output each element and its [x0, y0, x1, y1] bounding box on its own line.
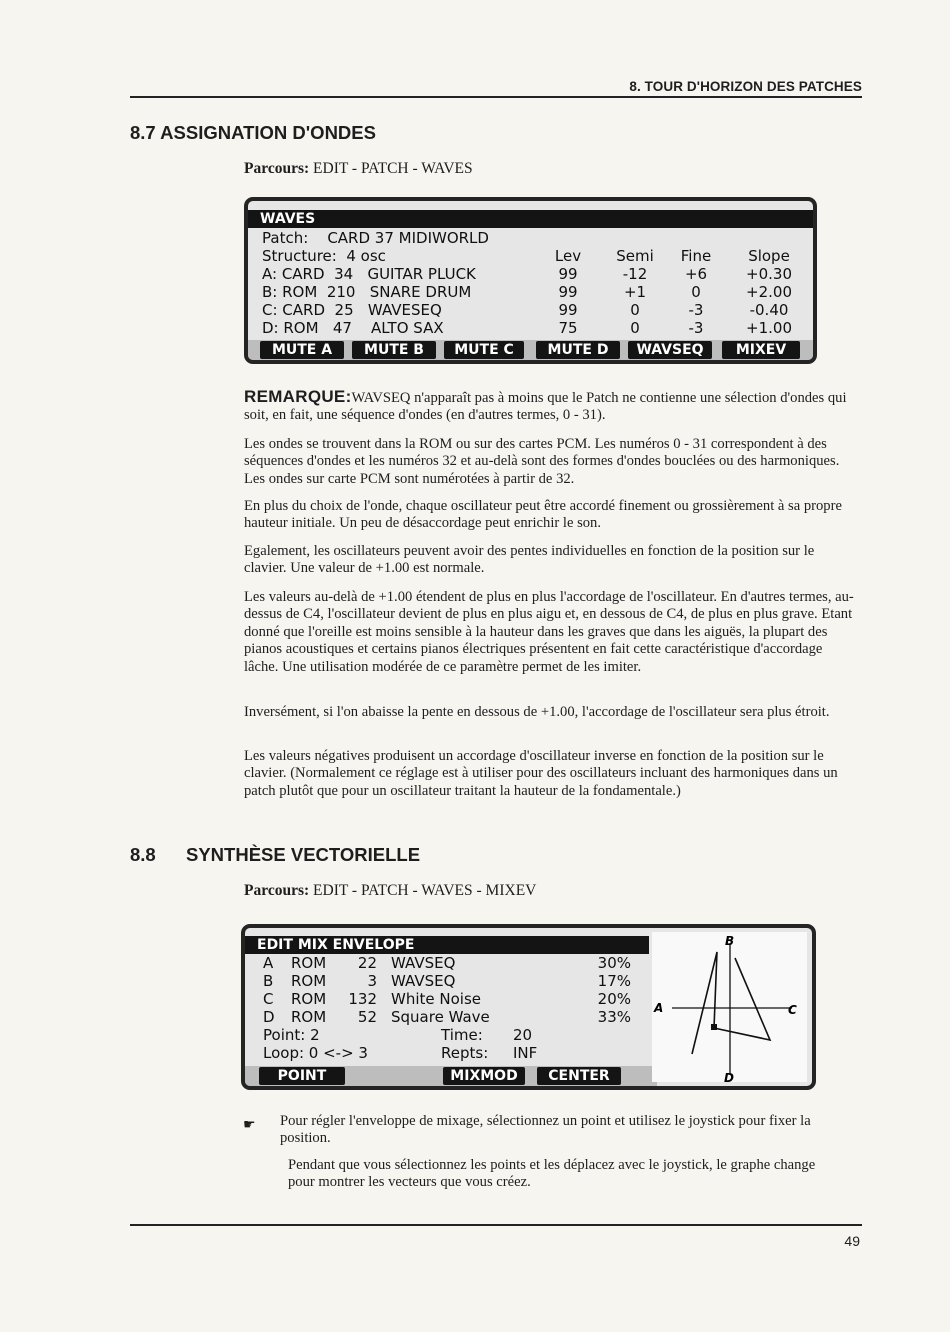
selected-point-marker[interactable]: [711, 1024, 717, 1030]
center-softkey[interactable]: CENTER: [537, 1067, 621, 1085]
osc-row-slope: +1.00: [746, 319, 792, 337]
mix-row-num: 52: [357, 1008, 377, 1026]
mute-b-softkey[interactable]: MUTE B: [352, 341, 436, 359]
vector-envelope-graph: [652, 932, 807, 1082]
mix-row-wave: WAVSEQ: [391, 972, 456, 990]
col-header-fine: Fine: [680, 247, 712, 265]
mix-row-num: 132: [348, 990, 377, 1008]
envelope-path: [692, 952, 770, 1054]
osc-row-lev: 99: [558, 283, 578, 301]
osc-row-slope: +2.00: [746, 283, 792, 301]
mix-row-wave: Square Wave: [391, 1008, 490, 1026]
axis-label-left: A: [654, 1001, 664, 1015]
time-label: Time:: [441, 1026, 483, 1044]
navigation-path: [244, 882, 536, 900]
osc-row-lev: 99: [558, 265, 578, 283]
osc-row-fine: -3: [688, 319, 704, 337]
navigation-path: [244, 160, 473, 178]
remarque-paragraph: [244, 388, 860, 425]
body-paragraph: Les ondes se trouvent dans la ROM ou sur des cartes PCM. Les numéros 0 - 31 correspondent à des séquences d'ondes et les numéros 32 et au-delà sont des formes d'ondes bouclées ou des harmoniques. Les ondes sur carte PCM sont numérotées à partir de 32.: [244, 436, 840, 487]
osc-row-semi: 0: [630, 301, 640, 319]
osc-row-semi: 0: [630, 319, 640, 337]
mute-d-softkey[interactable]: MUTE D: [536, 341, 620, 359]
osc-row-semi: +1: [623, 283, 647, 301]
waves-lcd-screen: [244, 197, 817, 364]
mix-row-src: ROM: [291, 1008, 327, 1026]
axis-label-bottom: D: [724, 1071, 734, 1082]
mixmod-softkey[interactable]: MIXMOD: [443, 1067, 525, 1085]
mix-row-pct: 20%: [597, 990, 631, 1008]
path-value: EDIT - PATCH - WAVES - MIXEV: [313, 882, 537, 899]
osc-row-fine: 0: [691, 283, 701, 301]
osc-row-lev: 99: [558, 301, 578, 319]
bullet-subtext: Pendant que vous sélectionnez les points et les déplacez avec le joystick, le graphe change pour montrer les vecteurs que vous créez.: [288, 1157, 816, 1191]
col-header-lev: Lev: [554, 247, 582, 265]
osc-row-name: B: ROM 210 SNARE DRUM: [262, 283, 472, 301]
mute-a-softkey[interactable]: MUTE A: [260, 341, 344, 359]
col-header-slope: Slope: [748, 247, 790, 265]
mute-c-softkey[interactable]: MUTE C: [444, 341, 524, 359]
osc-row-name: D: ROM 47 ALTO SAX: [262, 319, 444, 337]
body-paragraph: Les valeurs négatives produisent un accordage d'oscillateur inverse en fonction de la position sur le clavier. (Normalement ce réglage est à utiliser pour des oscillateurs incluant des harmoniques dans un patch plutôt que pour un oscillateur traitant la hauteur de la fondamentale.): [244, 748, 838, 799]
mix-row-pct: 17%: [597, 972, 631, 990]
mix-row-num: 3: [367, 972, 377, 990]
point-softkey[interactable]: POINT: [259, 1067, 345, 1085]
osc-row-fine: +6: [684, 265, 708, 283]
body-paragraph: Egalement, les oscillateurs peuvent avoir des pentes individuelles en fonction de la position sur le clavier. Une valeur de +1.00 est normale.: [244, 543, 815, 577]
path-label: Parcours:: [244, 160, 310, 177]
bullet-text: Pour régler l'enveloppe de mixage, sélectionnez un point et utilisez le joystick pour fixer la position.: [280, 1113, 811, 1147]
wavseq-softkey[interactable]: WAVSEQ: [628, 341, 712, 359]
osc-row-slope: -0.40: [749, 301, 789, 319]
point-line: Point: 2: [263, 1026, 320, 1044]
structure-line: Structure: 4 osc: [262, 247, 386, 265]
mix-row-pct: 33%: [597, 1008, 631, 1026]
mix-row-src: ROM: [291, 972, 327, 990]
osc-row-fine: -3: [688, 301, 704, 319]
osc-row-name: A: CARD 34 GUITAR PLUCK: [262, 265, 476, 283]
mix-row-pct: 30%: [597, 954, 631, 972]
osc-row-slope: +0.30: [746, 265, 792, 283]
header-rule: [130, 96, 862, 98]
footer-rule: [130, 1224, 862, 1226]
axis-label-right: C: [788, 1003, 797, 1017]
mixev-softkey[interactable]: MIXEV: [722, 341, 800, 359]
waves-screen-title: WAVES: [248, 210, 813, 228]
section-title-8-7: 8.7 ASSIGNATION D'ONDES: [130, 122, 376, 143]
mix-row-slot: D: [263, 1008, 275, 1026]
mix-row-wave: White Noise: [391, 990, 481, 1008]
repts-label: Repts:: [441, 1044, 489, 1062]
osc-row-lev: 75: [558, 319, 578, 337]
mix-screen-title: EDIT MIX ENVELOPE: [245, 936, 649, 954]
mix-row-slot: C: [263, 990, 274, 1008]
mix-row-num: 22: [357, 954, 377, 972]
body-paragraph: Inversément, si l'on abaisse la pente en dessous de +1.00, l'accordage de l'oscillateur sera plus étroit.: [244, 704, 830, 720]
pointing-hand-icon: ☛: [243, 1118, 256, 1133]
body-paragraph: En plus du choix de l'onde, chaque oscillateur peut être accordé finement ou grossièrement à sa propre hauteur initiale. Un peu de désaccordage peut enrichir le son.: [244, 498, 842, 532]
remarque-text: WAVSEQ n'apparaît pas à moins que le Patch ne contienne une sélection d'ondes qui soit, en fait, une séquence d'ondes (en d'autres termes, 0 - 31).: [244, 390, 847, 424]
time-value: 20: [513, 1026, 533, 1044]
section-number-8-8: 8.8: [130, 844, 156, 865]
loop-line: Loop: 0 <-> 3: [263, 1044, 368, 1062]
osc-row-semi: -12: [622, 265, 648, 283]
chapter-header: 8. TOUR D'HORIZON DES PATCHES: [629, 79, 862, 94]
remarque-label: REMARQUE:: [244, 387, 352, 406]
mix-row-src: ROM: [291, 990, 327, 1008]
vector-graph-svg: [652, 932, 807, 1082]
path-label: Parcours:: [244, 882, 310, 899]
mix-row-wave: WAVSEQ: [391, 954, 456, 972]
mix-row-slot: A: [263, 954, 274, 972]
body-paragraph: Les valeurs au-delà de +1.00 étendent de plus en plus l'accordage de l'oscillateur. En d'autres termes, au-dessus de C4, l'oscillateur devient de plus en plus aigu et, en dessous de C4, de plus en plus grave. Etant donné que l'oreille est moins sensible à la hauteur dans les graves que dans les aiguës, la plupart des pianos acoustiques et certains pianos électriques présentent en fait cette caractéristique d'accordage lâche. Une utilisation modérée de ce paramètre permet de les imiter.: [244, 589, 854, 675]
repts-value: INF: [513, 1044, 538, 1062]
mix-row-src: ROM: [291, 954, 327, 972]
path-value: EDIT - PATCH - WAVES: [313, 160, 473, 177]
section-title-8-8: SYNTHÈSE VECTORIELLE: [186, 844, 421, 865]
patch-line: Patch: CARD 37 MIDIWORLD: [262, 229, 489, 247]
osc-row-name: C: CARD 25 WAVESEQ: [262, 301, 442, 319]
mix-row-slot: B: [263, 972, 274, 990]
axis-label-top: B: [725, 934, 735, 948]
col-header-semi: Semi: [616, 247, 654, 265]
page-number: 49: [844, 1233, 860, 1249]
